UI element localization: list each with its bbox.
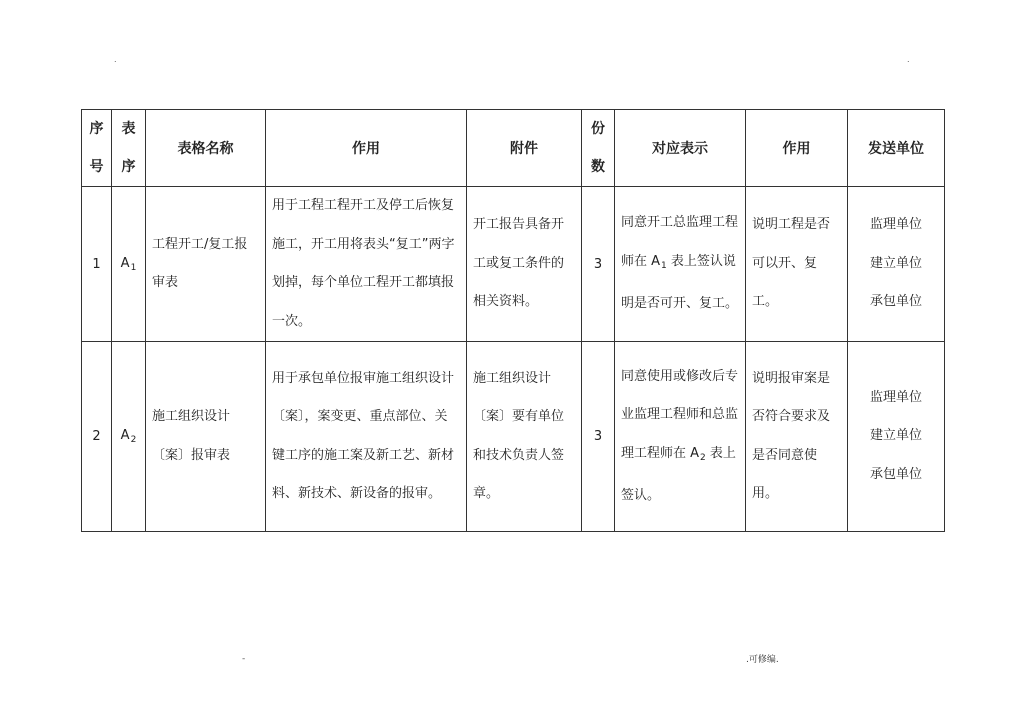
- cell-effect: 说明工程是否可以开、复工。: [746, 187, 848, 342]
- header-seq: 序 号: [82, 110, 112, 187]
- cell-seq: 1: [82, 187, 112, 342]
- report-form-table: [81, 109, 945, 532]
- cell-send-to: 监理单位 建立单位 承包单位: [848, 342, 945, 532]
- table-row: [82, 342, 945, 532]
- header-form-name: 表格名称: [146, 110, 266, 187]
- table-row: [82, 187, 945, 342]
- header-effect: 作用: [746, 110, 848, 187]
- cell-form-name: 工程开工/复工报审表: [146, 187, 266, 342]
- cell-response: 同意使用或修改后专业监理工程师和总监理工程师在 $A_2$ 表上签认。: [615, 342, 746, 532]
- cell-form-name: 施工组织设计〔案〕报审表: [146, 342, 266, 532]
- cell-purpose: 用于工程工程开工及停工后恢复施工，开工用将表头“复工”两字划掉，每个单位工程开工都填报一次。: [266, 187, 467, 342]
- header-form-no: 表 序: [112, 110, 146, 187]
- cell-attachments: 施工组织设计〔案〕要有单位和技术负责人签章。: [467, 342, 582, 532]
- corner-mark-right: .: [907, 55, 910, 64]
- header-purpose: 作用: [266, 110, 467, 187]
- cell-form-no: $A_1$: [112, 187, 146, 342]
- cell-attachments: 开工报告具备开工或复工条件的相关资料。: [467, 187, 582, 342]
- corner-mark-left: .: [114, 55, 117, 64]
- cell-copies: 3: [582, 342, 615, 532]
- header-attachments: 附件: [467, 110, 582, 187]
- cell-copies: 3: [582, 187, 615, 342]
- header-row: [82, 110, 945, 187]
- cell-effect: 说明报审案是否符合要求及是否同意使用。: [746, 342, 848, 532]
- cell-send-to: 监理单位 建立单位 承包单位: [848, 187, 945, 342]
- header-copies: 份 数: [582, 110, 615, 187]
- cell-seq: 2: [82, 342, 112, 532]
- header-response: 对应表示: [615, 110, 746, 187]
- footer-editable-note: .可修编.: [746, 655, 779, 665]
- cell-form-no: $A_2$: [112, 342, 146, 532]
- footer-left-mark: -: [242, 654, 246, 664]
- cell-purpose: 用于承包单位报审施工组织设计〔案〕，案变更、重点部位、关键工序的施工案及新工艺、新材料、新技术、新设备的报审。: [266, 342, 467, 532]
- cell-response: 同意开工总监理工程师在 $A_1$ 表上签认说明是否可开、复工。: [615, 187, 746, 342]
- header-send-to: 发送单位: [848, 110, 945, 187]
